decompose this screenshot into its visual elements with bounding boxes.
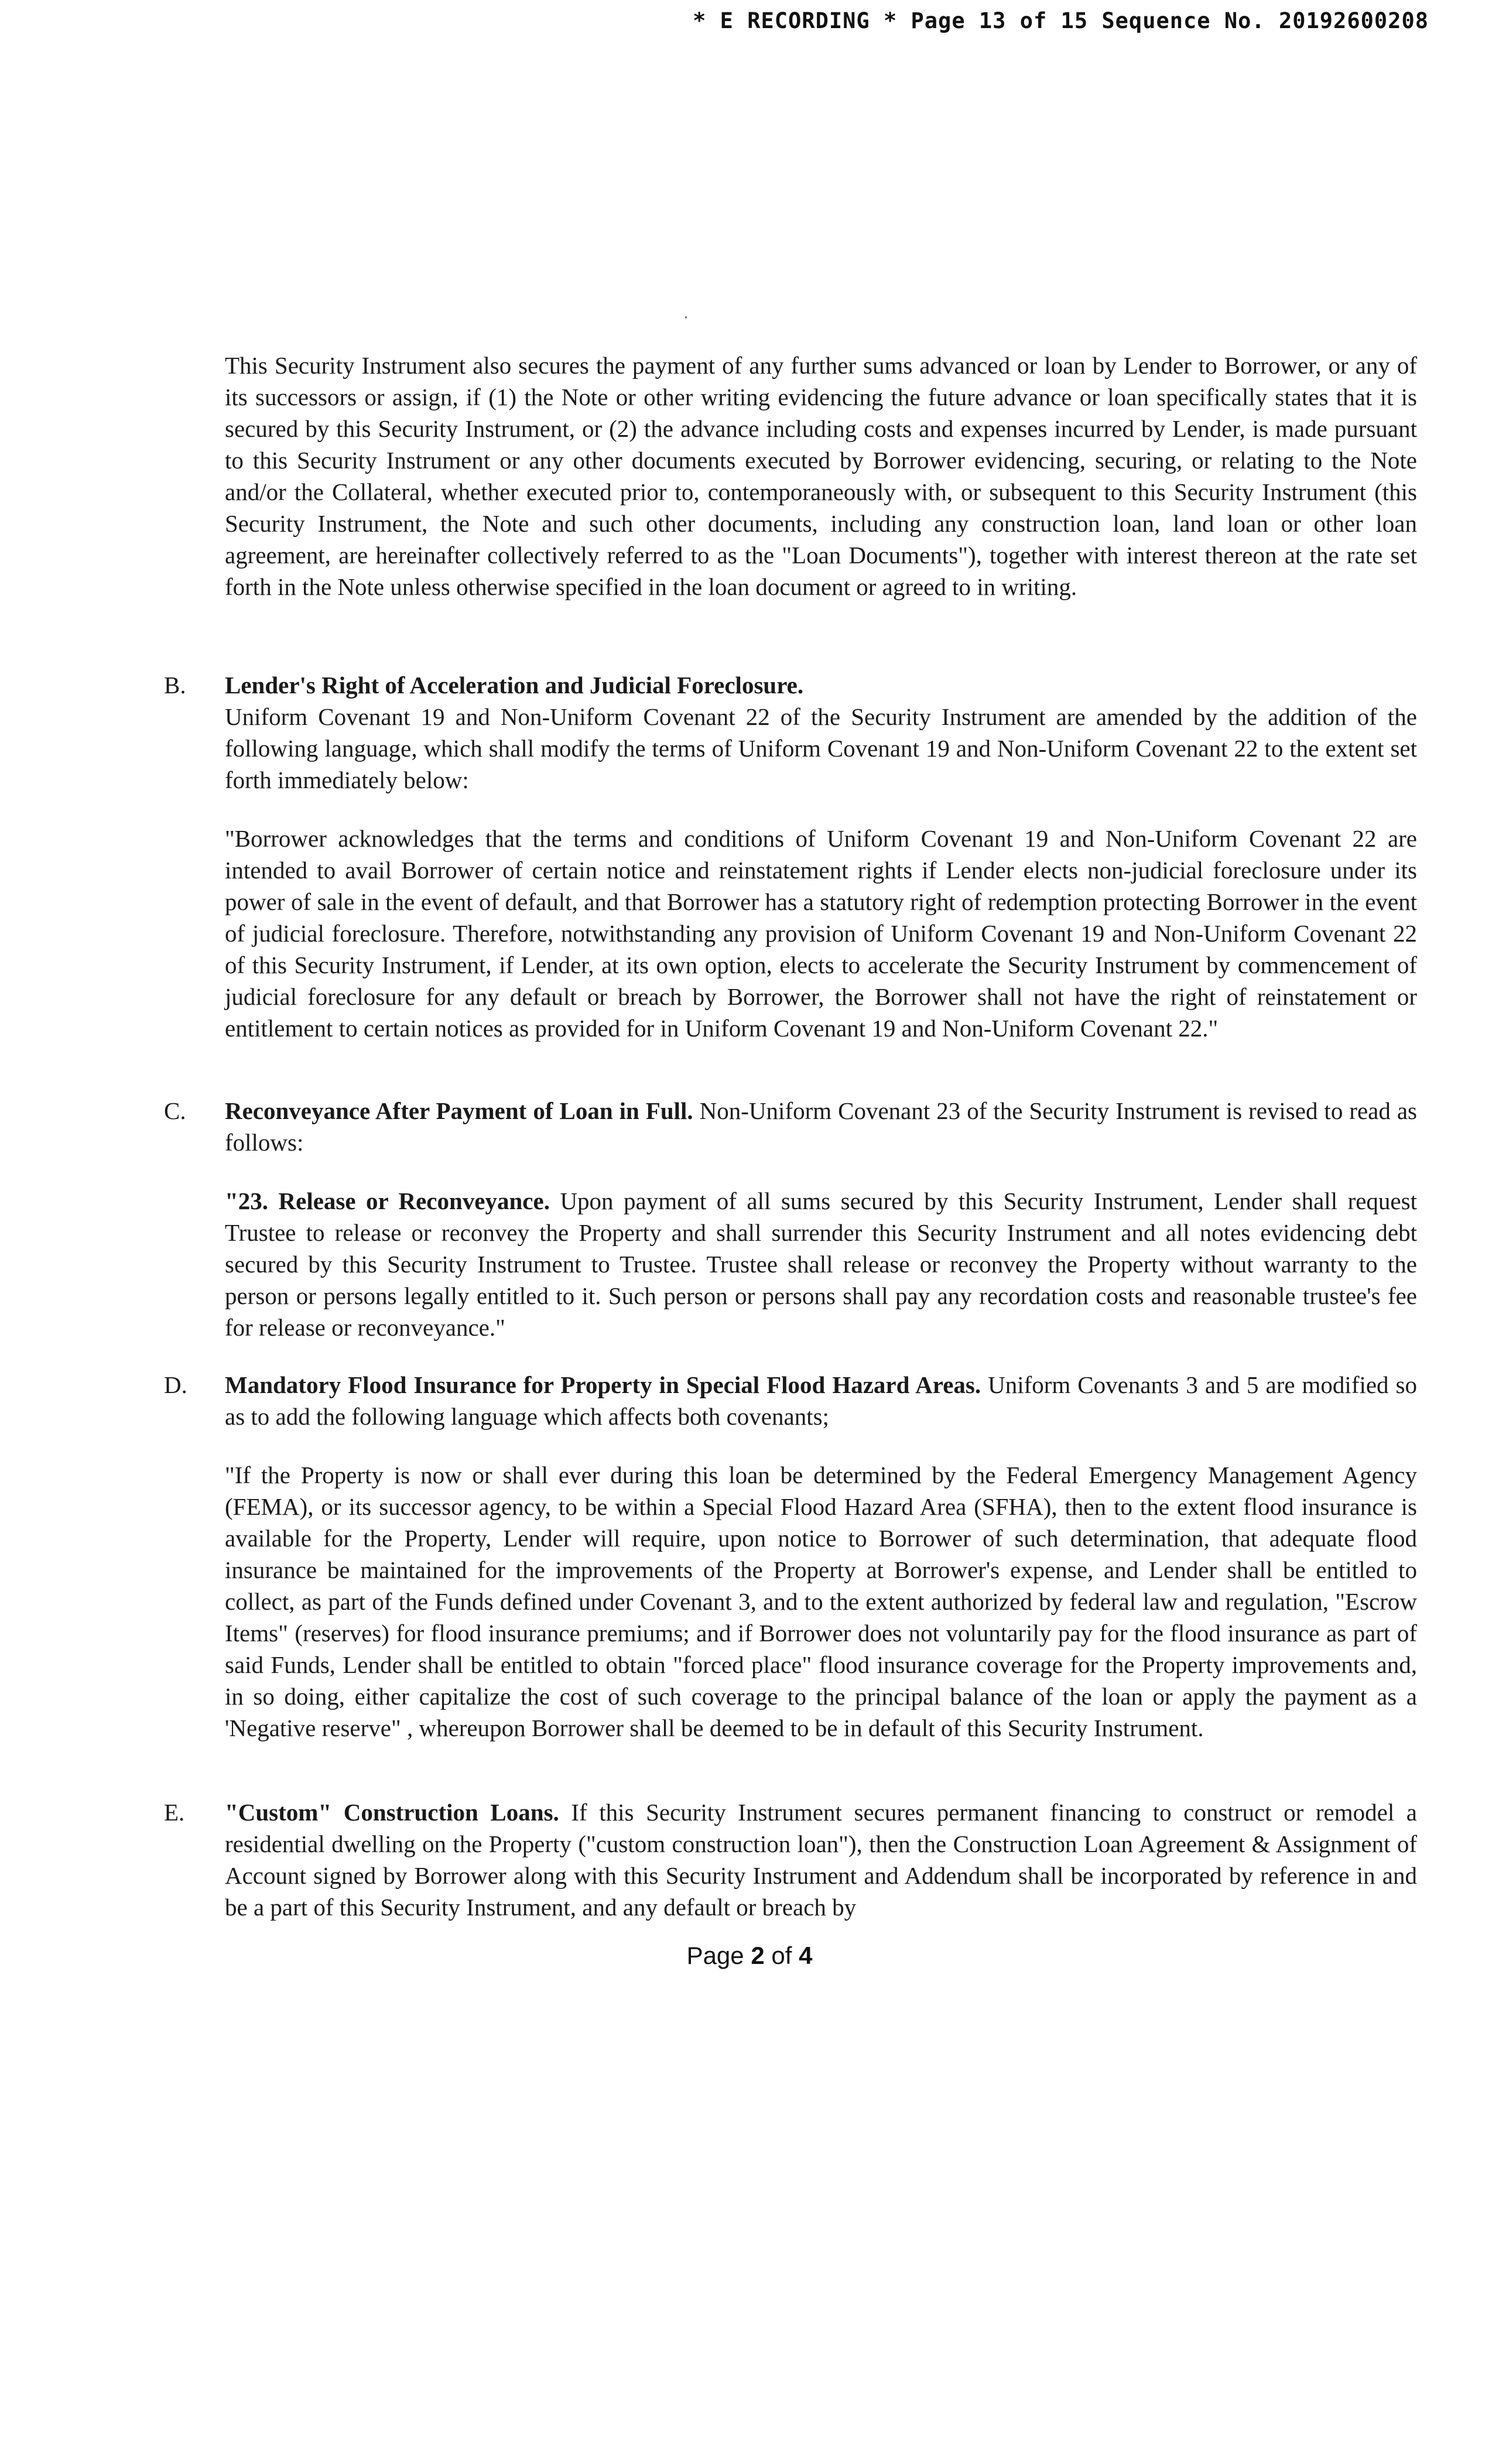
section-b-text: Uniform Covenant 19 and Non-Uniform Covenant 22 of the Security Instrument are amended by the addition of the following language, which shall modify the terms of Uniform Covenant 19 and Non-Uniform Covenant 22 to the extent set forth immediately below:	[225, 703, 1417, 793]
section-b-letter: B.	[164, 672, 186, 699]
scan-speck	[685, 316, 687, 319]
section-d-text: Uniform Covenants 3 and 5 are modified so as to add the following language which affects both covenants;	[225, 1371, 1417, 1430]
section-c-quote-heading: "23. Release or Reconveyance.	[225, 1187, 550, 1214]
section-d-heading: Mandatory Flood Insurance for Property in Special Flood Hazard Areas.	[225, 1371, 981, 1398]
intro-paragraph: This Security Instrument also secures the payment of any further sums advanced or loan by Lender to Borrower, or any of its successors or assign, if (1) the Note or other writing evidencing the future advance or loan specifically states that it is secured by this Security Instrument, or (2) the advance including costs and expenses incurred by Lender, is made pursuant to this Security Instrument or any other documents executed by Borrower evidencing, securing, or relating to the Note and/or the Collateral, whether executed prior to, contemporaneously with, or subsequent to this Security Instrument (this Security Instrument, the Note and such other documents, including any construction loan, land loan or other loan agreement, are hereinafter collectively referred to as the "Loan Documents"), together with interest thereon at the rate set forth in the Note unless otherwise specified in the loan document or agreed to in writing.	[225, 352, 1417, 600]
section-e-letter: E.	[164, 1799, 185, 1826]
section-e-body	[225, 1796, 1417, 1923]
section-b-quote: "Borrower acknowledges that the terms and conditions of Uniform Covenant 19 and Non-Uniform Covenant 22 are intended to avail Borrower of certain notice and reinstatement rights if Lender elects non-judicial foreclosure under its power of sale in the event of default, and that Borrower has a statutory right of redemption protecting Borrower in the event of judicial foreclosure. Therefore, notwithstanding any provision of Uniform Covenant 19 and Non-Uniform Covenant 22 of this Security Instrument, if Lender, at its own option, elects to accelerate the Security Instrument by commencement of judicial foreclosure for any default or breach by Borrower, the Borrower shall not have the right of reinstatement or entitlement to certain notices as provided for in Uniform Covenant 19 and Non-Uniform Covenant 22."	[225, 825, 1417, 1042]
section-b-heading: Lender's Right of Acceleration and Judicial Foreclosure.	[225, 672, 804, 699]
page-number-mid: of	[764, 1942, 799, 1969]
section-c-text: Non-Uniform Covenant 23 of the Security Instrument is revised to read as follows:	[225, 1097, 1417, 1156]
page-number-total: 4	[799, 1942, 813, 1969]
recording-stamp: * E RECORDING * Page 13 of 15 Sequence No. 20192600208	[693, 8, 1429, 33]
section-b-body	[225, 669, 1417, 1044]
section-c-letter: C.	[164, 1097, 186, 1124]
section-d-body	[225, 1369, 1417, 1744]
section-c-heading: Reconveyance After Payment of Loan in Full.	[225, 1097, 693, 1124]
page-number	[0, 1942, 1499, 1970]
section-c-quote: Upon payment of all sums secured by this Security Instrument, Lender shall request Trustee to release or reconvey the Property and shall surrender this Security Instrument and all notes evidencing debt secured by this Security Instrument to Trustee. Trustee shall release or reconvey the Property without warranty to the person or persons legally entitled to it. Such person or persons shall pay any recordation costs and reasonable trustee's fee for release or reconveyance."	[225, 1187, 1417, 1341]
section-e-text: If this Security Instrument secures permanent financing to construct or remodel a residential dwelling on the Property ("custom construction loan"), then the Construction Loan Agreement & Assignment of Account signed by Borrower along with this Security Instrument and Addendum shall be incorporated by reference in and be a part of this Security Instrument, and any default or breach by	[225, 1799, 1417, 1921]
section-d-letter: D.	[164, 1371, 187, 1398]
section-c-body	[225, 1095, 1417, 1343]
page-number-prefix: Page	[686, 1942, 751, 1969]
page-number-current: 2	[751, 1942, 765, 1969]
section-d-quote: "If the Property is now or shall ever during this loan be determined by the Federal Emergency Management Agency (FEMA), or its successor agency, to be within a Special Flood Hazard Area (SFHA), then to the extent flood insurance is available for the Property, Lender will require, upon notice to Borrower of such determination, that adequate flood insurance be maintained for the improvements of the Property at Borrower's expense, and Lender shall be entitled to collect, as part of the Funds defined under Covenant 3, and to the extent authorized by federal law and regulation, "Escrow Items" (reserves) for flood insurance premiums; and if Borrower does not voluntarily pay for the flood insurance as part of said Funds, Lender shall be entitled to obtain "forced place" flood insurance coverage for the Property improvements and, in so doing, either capitalize the cost of such coverage to the principal balance of the loan or apply the payment as a 'Negative reserve" , whereupon Borrower shall be deemed to be in default of this Security Instrument.	[225, 1462, 1417, 1741]
section-e-heading: "Custom" Construction Loans.	[225, 1799, 559, 1826]
